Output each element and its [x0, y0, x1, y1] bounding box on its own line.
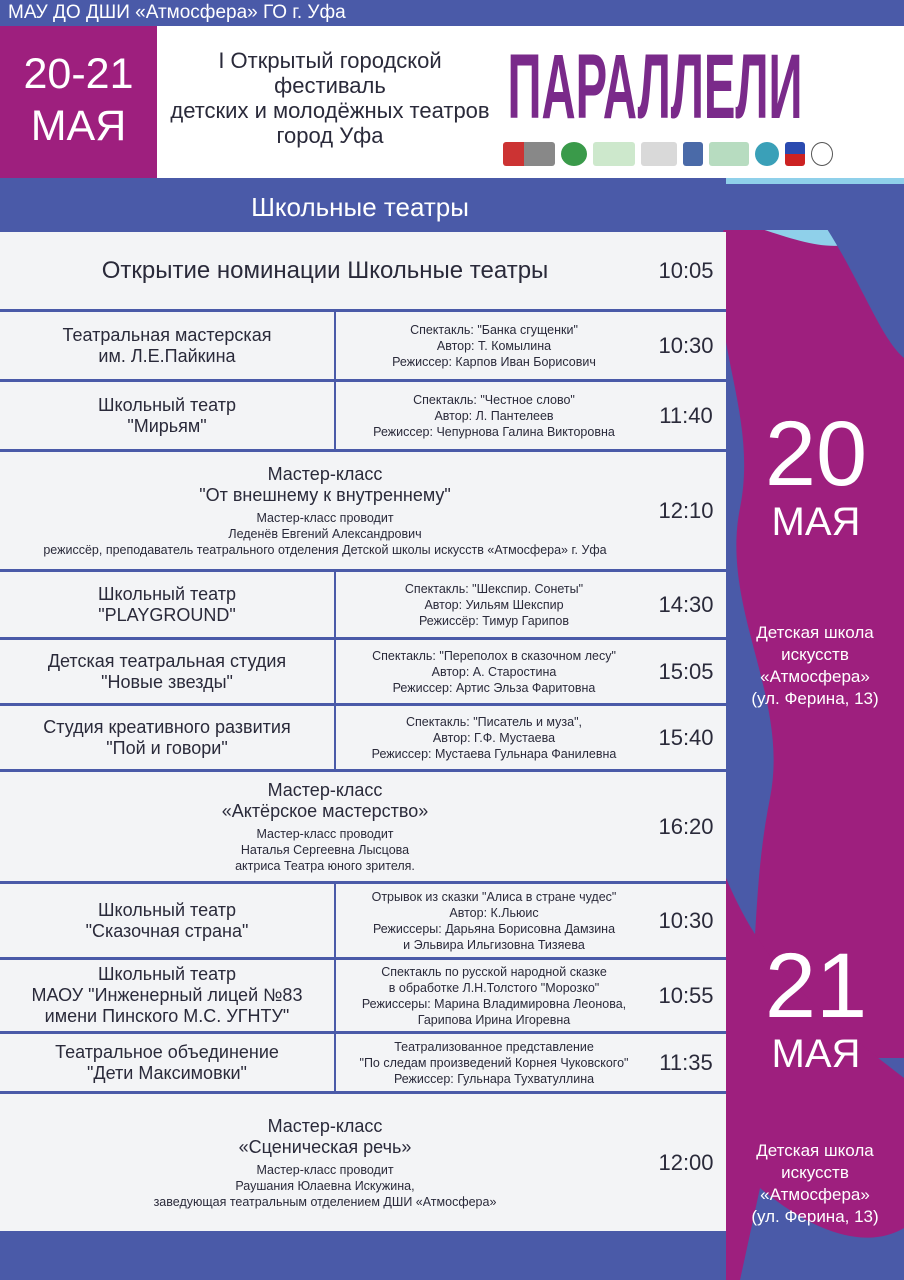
sponsor-logos	[503, 138, 893, 170]
theatre-name-cell	[0, 960, 336, 1031]
performance-info-cell	[338, 960, 650, 1031]
performance-info-line: Театрализованное представление	[394, 1039, 594, 1054]
theatre-name-line: "Дети Максимовки"	[87, 1062, 247, 1083]
time-cell	[648, 312, 724, 379]
festival-title	[160, 48, 500, 148]
theatre-name-cell	[0, 382, 336, 449]
festival-logo	[505, 38, 805, 128]
time-cell	[648, 640, 724, 703]
dates-month: МАЯ	[30, 102, 127, 150]
masterclass-cell	[0, 1094, 650, 1231]
schedule-row	[0, 572, 726, 640]
venue-line: «Атмосфера»	[760, 667, 870, 686]
performance-info-line: Спектакль: "Банка сгущенки"	[410, 322, 578, 337]
festival-title-line: детских и молодёжных театров	[170, 98, 490, 123]
performance-info-line: Автор: Л. Пантелеев	[434, 408, 554, 423]
performance-info-line: Режиссеры: Марина Владимировна Леонова,	[361, 996, 627, 1011]
sponsor-logo-icon	[709, 142, 749, 166]
masterclass-title: Мастер-класс	[267, 1115, 383, 1136]
schedule-row	[0, 640, 726, 706]
time-cell	[648, 1034, 724, 1091]
schedule-row	[0, 884, 726, 960]
theatre-name-cell	[0, 706, 336, 769]
performance-info-line: и Эльвира Ильгизовна Тизяева	[403, 937, 585, 952]
masterclass-host	[235, 826, 415, 874]
theatre-name-line: "Сказочная страна"	[85, 920, 249, 941]
sponsor-logo-icon	[683, 142, 703, 166]
event-time: 16:20	[658, 813, 714, 839]
theatre-name-line: МАОУ "Инженерный лицей №83	[31, 985, 303, 1005]
sponsor-logo-icon	[561, 142, 587, 166]
performance-info-cell	[338, 312, 650, 379]
theatre-name-cell	[0, 640, 336, 703]
performance-info-line: Автор: К.Льюис	[449, 905, 539, 920]
performance-info-line: Автор: А. Старостина	[431, 664, 557, 679]
time-cell	[648, 572, 724, 637]
performance-info-line: "По следам произведений Корнея Чуковского"	[359, 1055, 629, 1070]
section-header	[0, 184, 904, 230]
festival-title-line: I Открытый городской	[218, 48, 442, 73]
schedule-row	[0, 960, 726, 1034]
performance-info-line: Режиссер: Карпов Иван Борисович	[392, 354, 596, 369]
schedule-row	[0, 772, 726, 884]
schedule-row	[0, 1034, 726, 1094]
performance-info-line: Спектакль по русской народной сказке	[381, 964, 607, 979]
schedule-row	[0, 382, 726, 452]
masterclass-host	[43, 510, 606, 558]
performance-info-line: Автор: Г.Ф. Мустаева	[432, 730, 556, 745]
schedule-table	[0, 232, 726, 1234]
time-cell	[648, 772, 724, 881]
performance-info-line: Спектакль: "Писатель и муза",	[405, 714, 583, 729]
day1-venue	[726, 622, 904, 710]
performance-info-line: Режиссер: Мустаева Гульнара Фанилевна	[371, 746, 617, 761]
performance-info-line: Отрывок из сказки "Алиса в стране чудес"	[371, 889, 617, 904]
section-title: Школьные театры	[251, 192, 469, 222]
performance-info-cell	[338, 1034, 650, 1091]
theatre-name-line: Школьный театр	[98, 583, 236, 604]
sponsor-logo-icon	[503, 142, 555, 166]
organization-name: МАУ ДО ДШИ «Атмосфера» ГО г. Уфа	[8, 2, 346, 23]
masterclass-host-line: заведующая театральным отделением ДШИ «Атмосфера»	[153, 1194, 497, 1209]
theatre-name-cell	[0, 312, 336, 379]
performance-info-line: Режиссёр: Тимур Гарипов	[419, 613, 569, 628]
event-time: 12:10	[658, 497, 714, 523]
masterclass-host	[154, 1162, 497, 1210]
time-cell	[648, 452, 724, 569]
event-time: 15:05	[658, 658, 714, 684]
venue-line: Детская школа искусств	[756, 1141, 874, 1182]
theatre-name-line: Театральное объединение	[55, 1041, 279, 1062]
time-cell	[648, 706, 724, 769]
venue-line: (ул. Ферина, 13)	[751, 1207, 879, 1226]
performance-info-cell	[338, 382, 650, 449]
performance-info-line: Гарипова Ирина Игоревна	[417, 1012, 571, 1027]
theatre-name-line: "Мирьям"	[127, 415, 207, 436]
performance-info-line: Автор: Уильям Шекспир	[424, 597, 564, 612]
day1-number: 20	[764, 403, 868, 505]
theatre-name-line: Школьный театр	[98, 964, 236, 984]
masterclass-title: Мастер-класс	[267, 779, 383, 800]
venue-line: (ул. Ферина, 13)	[751, 689, 879, 708]
sponsor-logo-icon	[785, 142, 805, 166]
venue-line: «Атмосфера»	[760, 1185, 870, 1204]
schedule-row	[0, 312, 726, 382]
theatre-name-line: Студия креативного развития	[43, 716, 291, 737]
performance-info-cell	[338, 640, 650, 703]
event-time: 14:30	[658, 591, 714, 617]
masterclass-host-line: Леденёв Евгений Александрович	[228, 526, 422, 541]
theatre-name-line: им. Л.Е.Пайкина	[98, 345, 236, 366]
day2-month: МАЯ	[771, 1032, 861, 1076]
theatre-name-line: "Новые звезды"	[101, 671, 233, 692]
performance-info-line: Режиссеры: Дарьяна Борисовна Дамзина	[372, 921, 616, 936]
theatre-name-line: "Пой и говори"	[106, 737, 228, 758]
performance-info-line: Автор: Т. Комылина	[436, 338, 552, 353]
masterclass-cell	[0, 452, 650, 569]
event-time: 10:05	[658, 257, 714, 283]
masterclass-host-line: Раушания Юлаевна Искужина,	[235, 1178, 415, 1193]
masterclass-cell	[0, 772, 650, 881]
event-time: 11:35	[659, 1049, 713, 1075]
performance-info-cell	[338, 884, 650, 957]
sponsor-logo-icon	[811, 142, 833, 166]
masterclass-host-line: актриса Театра юного зрителя.	[235, 858, 415, 873]
festival-logo-text: ПАРАЛЛЕЛИ	[507, 38, 803, 128]
day1-date	[728, 403, 904, 544]
event-time: 10:30	[658, 907, 714, 933]
time-cell	[648, 1094, 724, 1231]
masterclass-name: "От внешнему к внутреннему"	[199, 484, 451, 505]
day1-month: МАЯ	[771, 500, 861, 544]
event-time: 10:30	[658, 332, 714, 358]
performance-info-line: Режиссер: Артис Эльза Фаритовна	[392, 680, 596, 695]
masterclass-host-line: Мастер-класс проводит	[256, 1162, 394, 1177]
schedule-row	[0, 452, 726, 572]
sponsor-logo-icon	[755, 142, 779, 166]
performance-info-line: Режиссер: Гульнара Тухватуллина	[393, 1071, 595, 1086]
event-time: 15:40	[658, 724, 714, 750]
masterclass-host-line: режиссёр, преподаватель театрального отделения Детской школы искусств «Атмосфера» г. Уфа	[43, 542, 607, 557]
performance-info-line: Спектакль: "Честное слово"	[413, 392, 575, 407]
performance-info-line: в обработке Л.Н.Толстого "Морозко"	[388, 980, 600, 995]
opening-title-cell	[0, 232, 650, 309]
masterclass-name: «Актёрское мастерство»	[221, 800, 429, 821]
event-time: 12:00	[658, 1149, 714, 1175]
theatre-name-cell	[0, 572, 336, 637]
sponsor-logo-icon	[641, 142, 677, 166]
time-cell	[648, 382, 724, 449]
theatre-name-cell	[0, 884, 336, 957]
theatre-name-line: "PLAYGROUND"	[98, 604, 236, 625]
festival-title-line: фестиваль	[274, 73, 386, 98]
theatre-name-line: имени Пинского М.С. УГНТУ"	[44, 1006, 290, 1026]
sponsor-logo-icon	[593, 142, 635, 166]
performance-info-line: Спектакль: "Шекспир. Сонеты"	[404, 581, 584, 596]
event-time: 10:55	[658, 982, 714, 1008]
festival-dates	[0, 26, 157, 178]
performance-info-cell	[338, 572, 650, 637]
masterclass-host-line: Мастер-класс проводит	[256, 510, 394, 525]
day2-date	[728, 935, 904, 1076]
masterclass-title: Мастер-класс	[267, 463, 383, 484]
theatre-name-line: Детская театральная студия	[47, 650, 287, 671]
schedule-row	[0, 1094, 726, 1234]
time-cell	[648, 884, 724, 957]
performance-info-line: Режиссер: Чепурнова Галина Викторовна	[373, 424, 615, 439]
opening-title: Открытие номинации Школьные театры	[101, 256, 549, 284]
event-time: 11:40	[659, 402, 713, 428]
organization-bar	[0, 0, 904, 26]
schedule-row	[0, 706, 726, 772]
venue-line: Детская школа искусств	[756, 623, 874, 664]
masterclass-name: «Сценическая речь»	[238, 1136, 412, 1157]
time-cell	[648, 232, 724, 309]
day2-venue	[726, 1140, 904, 1228]
masterclass-host-line: Мастер-класс проводит	[256, 826, 394, 841]
time-cell	[648, 960, 724, 1031]
theatre-name-line: Школьный театр	[98, 899, 236, 920]
schedule-row	[0, 232, 726, 312]
theatre-name-line: Театральная мастерская	[62, 324, 272, 345]
day2-number: 21	[764, 935, 868, 1037]
performance-info-cell	[338, 706, 650, 769]
performance-info-line: Спектакль: "Переполох в сказочном лесу"	[372, 648, 616, 663]
theatre-name-line: Школьный театр	[98, 394, 236, 415]
theatre-name-cell	[0, 1034, 336, 1091]
masterclass-host-line: Наталья Сергеевна Лысцова	[240, 842, 410, 857]
festival-title-line: город Уфа	[276, 123, 384, 148]
dates-range: 20-21	[23, 50, 134, 98]
